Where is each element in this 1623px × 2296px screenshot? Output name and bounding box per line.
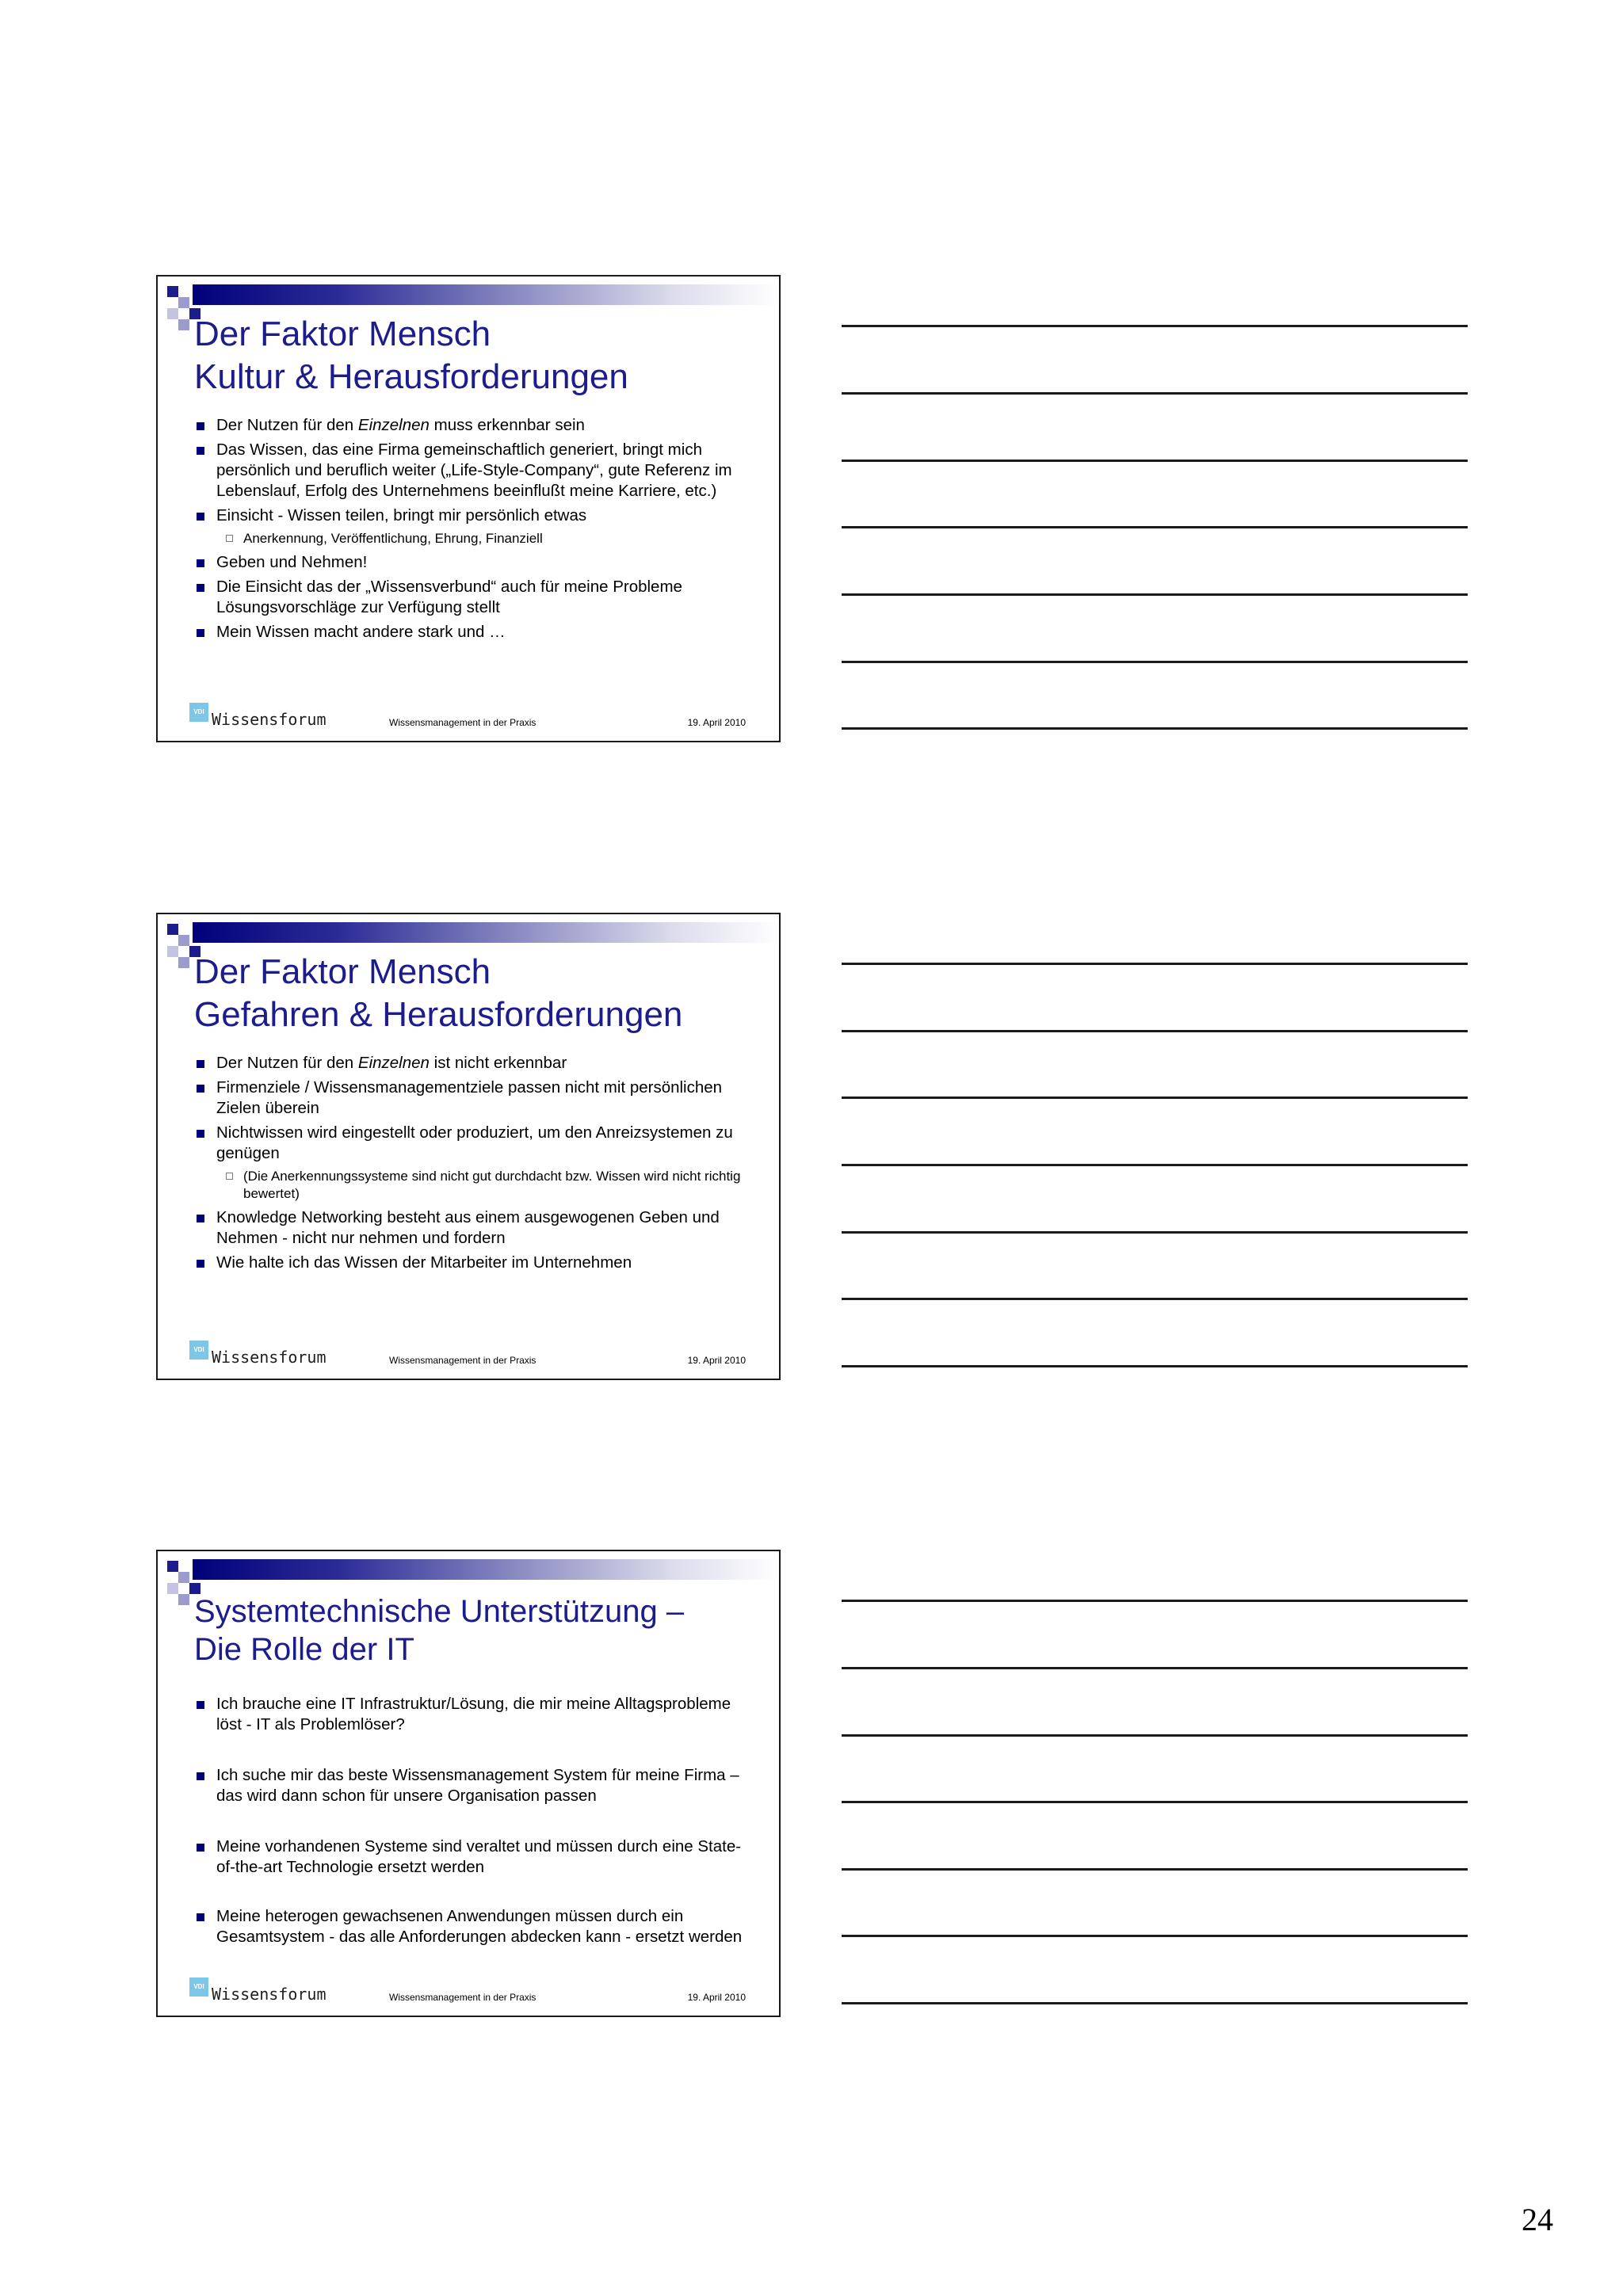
decor-square — [167, 924, 178, 935]
footer-date: 19. April 2010 — [687, 1992, 746, 2003]
decor-square — [167, 1583, 178, 1594]
decor-square — [178, 1594, 189, 1605]
note-line — [842, 460, 1468, 462]
sub-bullet-item: (Die Anerkennungssysteme sind nicht gut durchdacht bzw. Wissen wird nicht richtig bewertet) — [194, 1168, 749, 1203]
note-line — [842, 392, 1468, 395]
bullet-marker-icon — [197, 1130, 204, 1138]
decor-square — [167, 286, 178, 297]
decor-square — [167, 946, 178, 957]
checkbox-bullet-icon — [226, 535, 233, 542]
slide-1 — [156, 275, 781, 742]
bullet-item: Der Nutzen für den Einzelnen ist nicht erkennbar — [194, 1053, 749, 1074]
note-line — [842, 1030, 1468, 1032]
header-gradient-bar — [193, 284, 779, 305]
bullet-item: Die Einsicht das der „Wissensverbund“ auch für meine Probleme Lösungsvorschläge zur Verfügung stellt — [194, 577, 749, 618]
decor-square — [167, 1561, 178, 1572]
title-line-2: Gefahren & Herausforderungen — [194, 995, 683, 1034]
bullet-marker-icon — [197, 1215, 204, 1222]
logo-text: Wissensforum — [212, 1348, 327, 1367]
bullet-marker-icon — [197, 1772, 204, 1780]
sub-bullet-item: Anerkennung, Veröffentlichung, Ehrung, Finanziell — [194, 530, 749, 547]
note-line — [842, 325, 1468, 327]
page-number: 24 — [1522, 2202, 1553, 2237]
note-line — [842, 593, 1468, 596]
title-line-2: Die Rolle der IT — [194, 1632, 414, 1667]
bullet-list — [194, 1053, 749, 1277]
bullet-item: Knowledge Networking besteht aus einem ausgewogenen Geben und Nehmen - nicht nur nehmen und fordern — [194, 1207, 749, 1249]
slide-title — [194, 313, 628, 399]
bullet-marker-icon — [197, 1844, 204, 1852]
bullet-list — [194, 415, 749, 646]
decor-square — [178, 935, 189, 946]
footer-title: Wissensmanagement in der Praxis — [389, 717, 537, 728]
note-line — [842, 1365, 1468, 1367]
bullet-marker-icon — [197, 559, 204, 567]
vdi-logo-icon: VDI — [189, 1978, 208, 1997]
bullet-item: Mein Wissen macht andere stark und … — [194, 622, 749, 643]
slide-3 — [156, 1550, 781, 2017]
decor-square — [178, 957, 189, 968]
bullet-item: Wie halte ich das Wissen der Mitarbeiter im Unternehmen — [194, 1253, 749, 1273]
bullet-marker-icon — [197, 1913, 204, 1921]
title-line-1: Der Faktor Mensch — [194, 315, 491, 353]
slide-title — [194, 1592, 684, 1669]
title-line-1: Systemtechnische Unterstützung – — [194, 1594, 685, 1629]
slide-footer — [158, 703, 779, 730]
note-line — [842, 1868, 1468, 1871]
vdi-logo-icon: VDI — [189, 1341, 208, 1360]
bullet-item: Nichtwissen wird eingestellt oder produziert, um den Anreizsystemen zu genügen — [194, 1123, 749, 1164]
note-line — [842, 1801, 1468, 1803]
note-line — [842, 1734, 1468, 1737]
note-line — [842, 1600, 1468, 1602]
note-line — [842, 1231, 1468, 1234]
footer-date: 19. April 2010 — [687, 717, 746, 728]
note-line — [842, 1164, 1468, 1166]
logo-text: Wissensforum — [212, 710, 327, 729]
note-line — [842, 727, 1468, 730]
bullet-marker-icon — [197, 584, 204, 592]
bullet-item: Firmenziele / Wissensmanagementziele passen nicht mit persönlichen Zielen überein — [194, 1077, 749, 1119]
header-gradient-bar — [193, 1559, 779, 1580]
footer-date: 19. April 2010 — [687, 1355, 746, 1366]
bullet-marker-icon — [197, 447, 204, 455]
note-line — [842, 1097, 1468, 1099]
checkbox-bullet-icon — [226, 1173, 233, 1180]
vdi-logo-icon: VDI — [189, 703, 208, 722]
title-line-1: Der Faktor Mensch — [194, 952, 491, 991]
note-line — [842, 2002, 1468, 2004]
bullet-marker-icon — [197, 1260, 204, 1268]
note-line — [842, 661, 1468, 663]
logo-text: Wissensforum — [212, 1985, 327, 2004]
note-line — [842, 1298, 1468, 1300]
note-line — [842, 1935, 1468, 1937]
bullet-item: Meine vorhandenen Systeme sind veraltet und müssen durch eine State-of-the-art Technologie ersetzt werden — [194, 1836, 749, 1878]
header-gradient-bar — [193, 922, 779, 943]
footer-title: Wissensmanagement in der Praxis — [389, 1355, 537, 1366]
bullet-item: Meine heterogen gewachsenen Anwendungen müssen durch ein Gesamtsystem - das alle Anforderungen abdecken kann - ersetzt werden — [194, 1906, 749, 1947]
bullet-marker-icon — [197, 629, 204, 637]
bullet-marker-icon — [197, 422, 204, 430]
note-line — [842, 963, 1468, 965]
bullet-item: Ich brauche eine IT Infrastruktur/Lösung, die mir meine Alltagsprobleme löst - IT als Problemlöser? — [194, 1694, 749, 1735]
bullet-marker-icon — [197, 1060, 204, 1068]
slide-2 — [156, 913, 781, 1380]
note-line — [842, 1667, 1468, 1669]
title-line-2: Kultur & Herausforderungen — [194, 357, 628, 396]
note-line — [842, 526, 1468, 528]
bullet-list — [194, 1694, 749, 1978]
bullet-item: Ich suche mir das beste Wissensmanagement System für meine Firma – das wird dann schon für unsere Organisation passen — [194, 1765, 749, 1806]
decor-square — [178, 297, 189, 308]
bullet-marker-icon — [197, 1085, 204, 1093]
decor-square — [167, 308, 178, 319]
bullet-item: Das Wissen, das eine Firma gemeinschaftlich generiert, bringt mich persönlich und beruflich weiter („Life-Style-Company“, gute Referenz im Lebenslauf, Erfolg des Unternehmens beeinflußt meine Karriere, etc.) — [194, 440, 749, 502]
slide-title — [194, 951, 682, 1036]
decor-square — [178, 319, 189, 330]
bullet-item: Geben und Nehmen! — [194, 552, 749, 573]
decor-square — [178, 1572, 189, 1583]
footer-title: Wissensmanagement in der Praxis — [389, 1992, 537, 2003]
slide-footer — [158, 1341, 779, 1367]
bullet-item: Einsicht - Wissen teilen, bringt mir persönlich etwas — [194, 505, 749, 526]
bullet-item: Der Nutzen für den Einzelnen muss erkennbar sein — [194, 415, 749, 436]
bullet-marker-icon — [197, 1701, 204, 1709]
slide-footer — [158, 1978, 779, 2004]
bullet-marker-icon — [197, 513, 204, 521]
